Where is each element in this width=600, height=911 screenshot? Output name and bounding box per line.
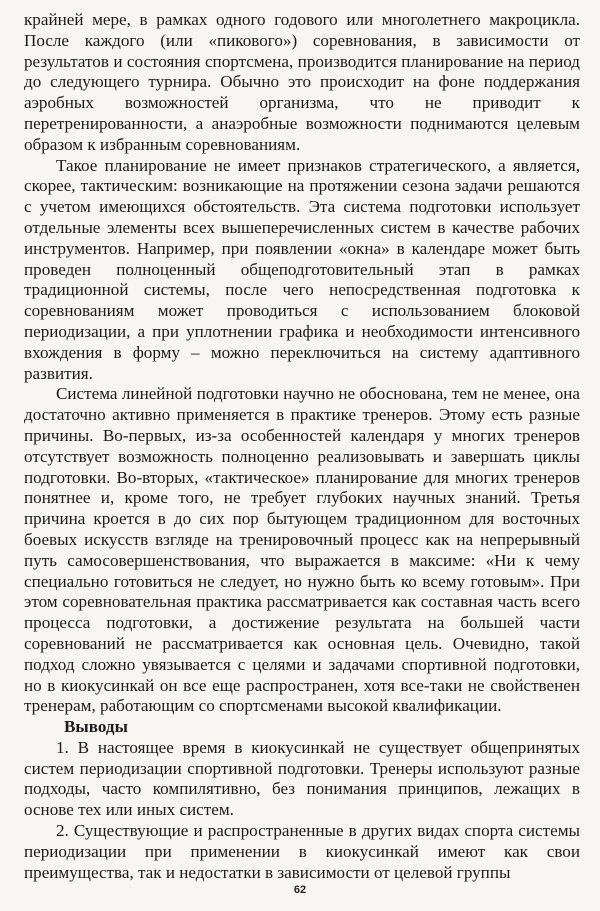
conclusion-item-1: 1. В настоящее время в киокусинкай не существует общепринятых систем периодизации спортивной подготовки. Тренеры используют разные подходы, часто компилятивно, без понимания принципов, лежащих в основе тех или иных систем. (24, 737, 580, 820)
conclusion-item-2: 2. Существующие и распространенные в других видах спорта системы периодизации при применении в киокусинкай имеют как свои преимущества, так и недостатки в зависимости от целевой группы (24, 821, 580, 882)
page-number: 62 (293, 884, 307, 896)
body-text (24, 10, 580, 883)
paragraph-1: крайней мере, в рамках одного годового или многолетнего макроцикла. После каждого (или «пикового») соревнования, в зависимости от результатов и состояния спортсмена, производится планирование на период до следующего турнира. Обычно это происходит на фоне поддержания аэробных возможностей организма, что не приводит к перетренированности, а анаэробные возможности поднимаются целевым образом к избранным соревнованиям. (24, 10, 580, 154)
paragraph-3: Система линейной подготовки научно не обоснована, тем не менее, она достаточно активно применяется в практике тренеров. Этому есть разные причины. Во-первых, из-за особенностей календаря у многих тренеров отсутствует возможность полноценно реализовывать и завершать циклы подготовки. Во-вторых, «тактическое» планирование для многих тренеров понятнее и, кроме того, не требует глубоких научных знаний. Третья причина кроется в до сих пор бытующем традиционном для восточных боевых искусств взгляде на тренировочный процесс как на непрерывный путь самосовершенствования, что выражается в максиме: «Ни к чему специально готовиться не следует, но нужно быть ко всему готовым». При этом соревновательная практика рассматривается как составная часть всего процесса подготовки, а достижение результата на большей части соревнований не рассматривается как основная цель. Очевидно, такой подход сложно увязывается с целями и задачами спортивной подготовки, но в киокусинкай он все еще распространен, хотя все-таки не свойственен тренерам, работающим со спортсменами высокой квалификации. (24, 384, 580, 716)
paragraph-2: Такое планирование не имеет признаков стратегического, а является, скорее, тактическим: возникающие на протяжении сезона задачи решаются с учетом имеющихся обстоятельств. Эта система подготовки использует отдельные элементы всех вышеперечисленных систем в качестве рабочих инструментов. Например, при появлении «окна» в календаре может быть проведен полноценный общеподготовительный этап в рамках традиционной системы, после чего непосредственная подготовка к соревнованиям может проводиться с использованием блоковой периодизации, а при уплотнении графика и необходимости интенсивного вхождения в форму – можно переключиться на систему адаптивного развития. (24, 155, 580, 383)
section-heading: Выводы (64, 717, 128, 737)
